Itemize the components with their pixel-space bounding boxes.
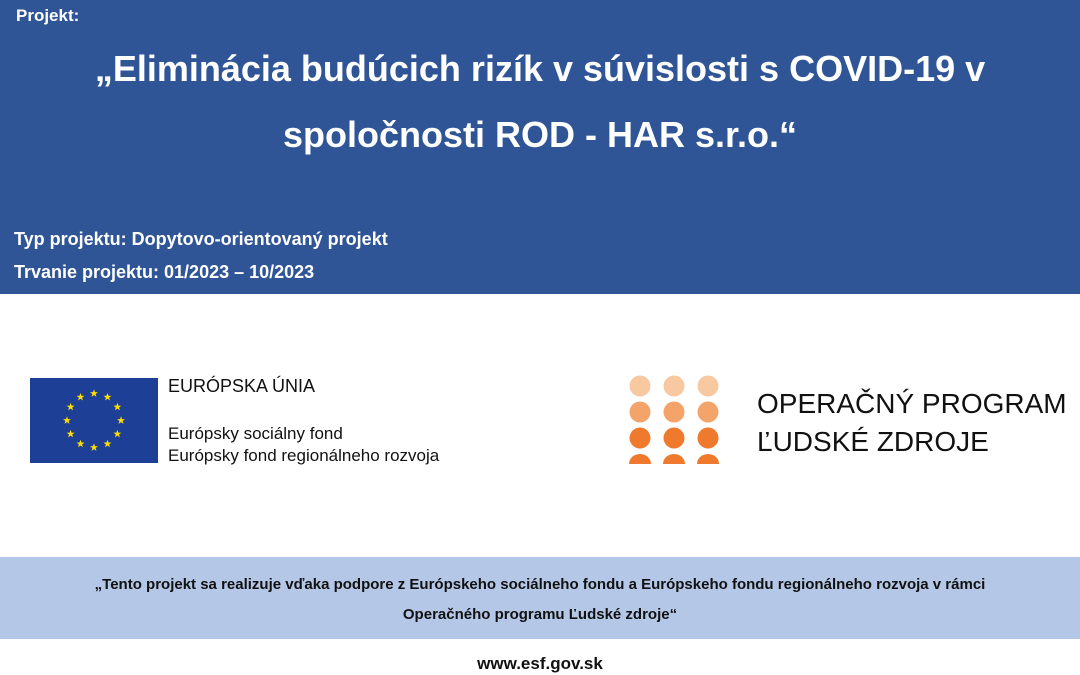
eu-star-icon xyxy=(63,416,71,424)
op-person-body-icon xyxy=(663,454,685,464)
op-dot-icon xyxy=(630,402,651,423)
project-label: Projekt: xyxy=(16,6,80,25)
eu-star-icon xyxy=(117,416,125,424)
funding-statement-line2: Operačného programu Ľudské zdroje“ xyxy=(402,606,678,623)
eu-flag-icon xyxy=(30,378,158,463)
eu-star-icon xyxy=(77,440,85,448)
eu-star-icon xyxy=(67,403,75,411)
op-person-body-icon xyxy=(629,454,651,464)
eu-star-icon xyxy=(67,430,75,438)
op-name-line1: OPERAČNÝ PROGRAM xyxy=(757,388,1067,419)
op-dot-icon xyxy=(630,428,651,449)
project-duration: Trvanie projektu: 01/2023 – 10/2023 xyxy=(14,262,315,282)
eu-star-icon xyxy=(113,403,121,411)
eu-fund-esf: Európsky sociálny fond xyxy=(168,424,343,443)
op-dot-icon xyxy=(664,376,685,397)
footer-band xyxy=(0,557,1080,639)
eu-star-icon xyxy=(77,393,85,401)
eu-star-icon xyxy=(90,443,98,451)
eu-star-icon xyxy=(104,440,112,448)
eu-title: EURÓPSKA ÚNIA xyxy=(168,376,316,396)
eu-star-icon xyxy=(90,389,98,397)
op-people-dots-icon xyxy=(624,374,724,466)
op-dot-icon xyxy=(664,402,685,423)
project-header xyxy=(0,0,1080,294)
op-name-line2: ĽUDSKÉ ZDROJE xyxy=(757,426,989,457)
op-dot-icon xyxy=(698,402,719,423)
website-link[interactable]: www.esf.gov.sk xyxy=(477,654,603,673)
op-dot-icon xyxy=(630,376,651,397)
op-dot-icon xyxy=(698,428,719,449)
op-dot-icon xyxy=(664,428,685,449)
eu-star-icon xyxy=(104,393,112,401)
project-title-line2: spoločnosti ROD - HAR s.r.o.“ xyxy=(282,114,798,155)
project-type: Typ projektu: Dopytovo-orientovaný projekt xyxy=(14,229,388,249)
eu-star-icon xyxy=(113,430,121,438)
project-title-line1: „Eliminácia budúcich rizík v súvislosti s COVID-19 v xyxy=(94,48,986,89)
op-dot-icon xyxy=(698,376,719,397)
project-title xyxy=(40,36,1040,168)
funding-statement-line1: „Tento projekt sa realizuje vďaka podpore z Európskeho sociálneho fondu a Európskeho fondu regionálneho rozvoja v rámci xyxy=(94,576,986,593)
op-person-body-icon xyxy=(697,454,719,464)
eu-fund-erdf: Európsky fond regionálneho rozvoja xyxy=(168,446,440,465)
